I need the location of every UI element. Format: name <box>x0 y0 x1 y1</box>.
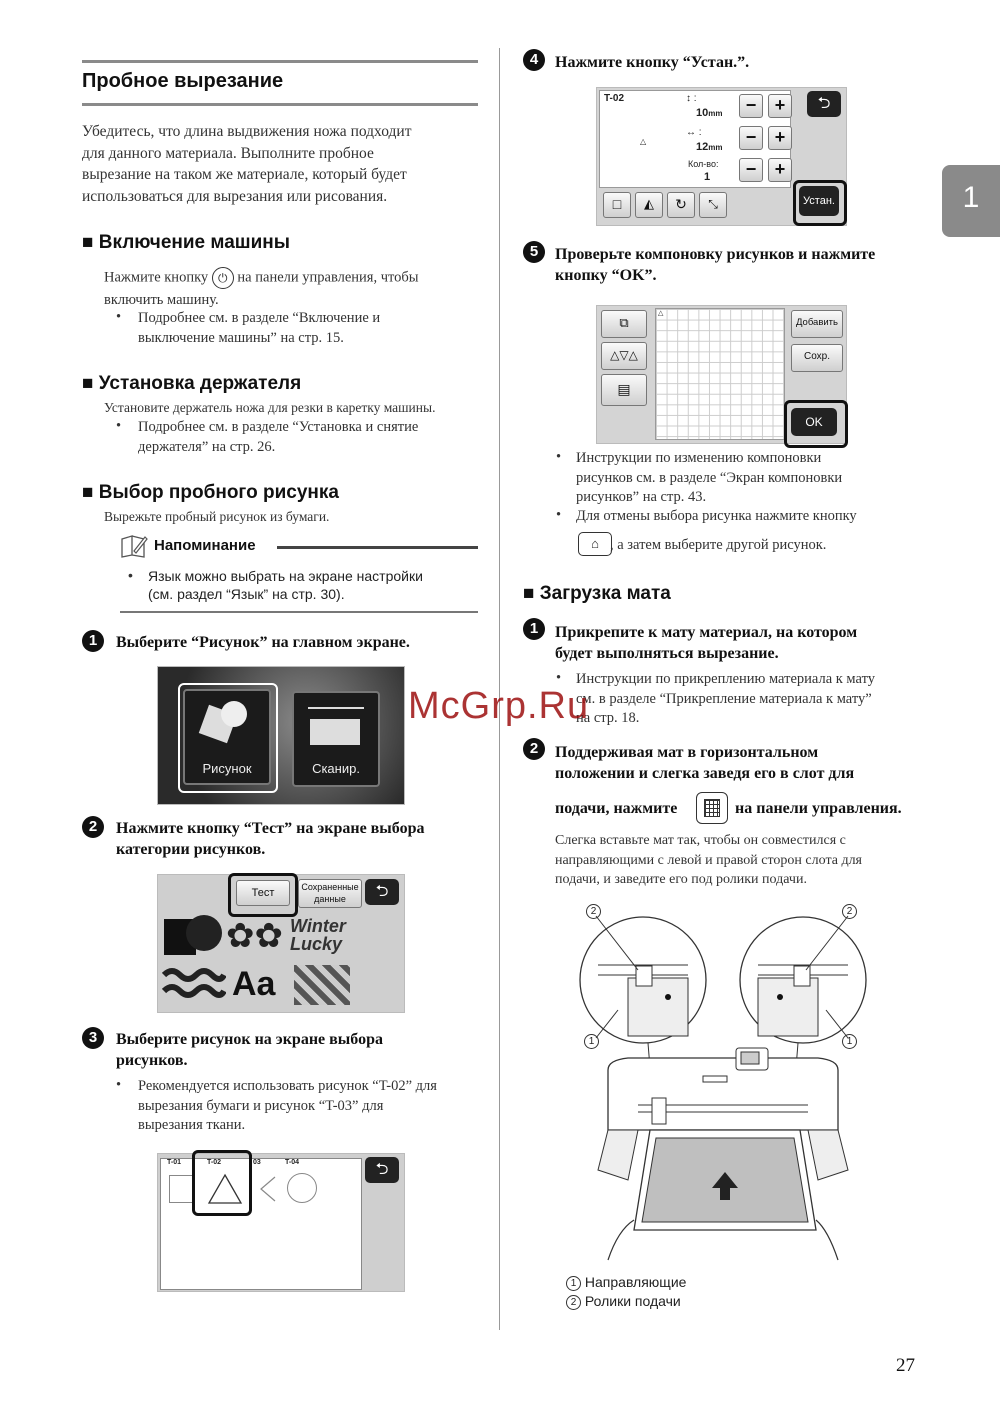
minus-icon[interactable]: − <box>739 94 763 118</box>
intro-line: использоваться для вырезания или рисования. <box>82 187 388 205</box>
step2-text <box>116 818 424 860</box>
mat-step2-text <box>555 742 854 784</box>
art-aa: Aa <box>232 965 276 1003</box>
memo-rule <box>277 546 478 549</box>
chapter-tab: 1 <box>942 165 1000 237</box>
layout-screen <box>596 305 847 444</box>
triangle-icon: △ <box>658 310 664 317</box>
bullet-line: вырезания ткани. <box>138 1117 246 1133</box>
pattern-button[interactable] <box>183 689 271 785</box>
bullet-dot: • <box>116 418 122 434</box>
pattern-label-t02: T-02 <box>207 1159 222 1166</box>
power-text-line2: включить машину. <box>104 292 219 308</box>
power-bullet <box>138 309 380 348</box>
mat-step1-bullet <box>576 670 875 729</box>
bullet-dot: • <box>116 1077 122 1093</box>
power-text <box>104 267 484 311</box>
art-quilt <box>294 965 350 1005</box>
step-line: положении и слегка заведя его в слот для <box>555 765 855 782</box>
saved-data-button[interactable] <box>298 879 362 908</box>
bullet-line: Рекомендуется использовать рисунок “T-02” для <box>138 1078 437 1094</box>
intro-line: Убедитесь, что длина выдвижения ножа подходит <box>82 123 412 140</box>
set-button[interactable]: Устан. <box>799 186 839 216</box>
legend-item <box>566 1273 686 1292</box>
watermark: McGrp.Ru <box>408 685 590 727</box>
mat-step1-text <box>555 622 857 664</box>
step5-bullet2-line1: Для отмены выбора рисунка нажмите кнопку <box>576 508 857 524</box>
ok-button[interactable]: OK <box>791 408 837 436</box>
save-button[interactable]: Сохр. <box>791 344 843 372</box>
pattern-label-t03: 03 <box>253 1159 261 1166</box>
plus-icon[interactable]: + <box>768 126 792 150</box>
print-icon[interactable]: ▤ <box>601 374 647 406</box>
t02-highlight <box>192 1150 252 1216</box>
art-circle <box>186 915 222 951</box>
step-line: Выберите рисунок на экране выбора <box>116 1031 383 1048</box>
plus-icon[interactable]: + <box>768 94 792 118</box>
legend-mark: 1 <box>566 1276 581 1291</box>
art-flower: ✿✿ <box>226 918 283 955</box>
memo-icon <box>120 533 148 559</box>
step-line: кнопку “OK”. <box>555 267 657 284</box>
scan-icon <box>310 719 360 745</box>
minus-icon[interactable]: − <box>739 126 763 150</box>
step3-text <box>116 1029 383 1071</box>
bullet-dot: • <box>556 507 562 523</box>
saved-label: данные <box>314 894 346 904</box>
width-icon: ↔ : <box>686 127 702 138</box>
pattern-t04[interactable] <box>287 1173 317 1203</box>
power-text-a: Нажмите кнопку <box>104 269 209 286</box>
holder-text: Установите держатель ножа для резки в каретку машины. <box>104 400 436 415</box>
legend-item <box>566 1292 686 1311</box>
bullet-line: Инструкции по изменению компоновки <box>576 450 822 466</box>
height-icon: ↕ : <box>686 93 697 104</box>
bullet-line: рисунков см. в разделе “Экран компоновки <box>576 469 843 486</box>
pattern-label-t04: T-04 <box>285 1159 300 1166</box>
home-screen <box>157 666 405 805</box>
back-icon[interactable]: ⮌ <box>807 91 841 117</box>
section-heading-mat: ■ Загрузка мата <box>523 583 671 604</box>
memo-bullet <box>148 567 423 603</box>
qty-value: 1 <box>704 171 711 183</box>
section-heading-holder: ■ Установка держателя <box>82 373 302 394</box>
back-icon[interactable]: ⮌ <box>365 1157 399 1183</box>
art-winter: Winter <box>290 916 346 936</box>
step5-bullet1 <box>576 449 842 508</box>
width-num: 12 <box>696 141 709 153</box>
pattern-label-t01: T-01 <box>167 1159 182 1166</box>
bullet-line: см. в разделе “Прикрепление материала к мату” <box>576 690 872 707</box>
width-value <box>696 141 722 153</box>
height-value <box>696 107 722 119</box>
step-line: рисунков. <box>116 1052 188 1069</box>
holder-bullet <box>138 418 418 457</box>
body-line: Слегка вставьте мат так, чтобы он совместился с <box>555 833 846 848</box>
intro-line: вырезание на таком же материале, который будет <box>82 166 407 183</box>
art-waves <box>162 967 226 1007</box>
step-line: Прикрепите к мату материал, на котором <box>555 624 858 641</box>
step1-text: Выберите “Рисунок” на главном экране. <box>116 634 410 651</box>
bullet-line: Инструкции по прикреплению материала к мату <box>576 671 875 687</box>
pattern-list <box>160 1158 362 1290</box>
step5-text <box>555 244 875 286</box>
layout-grid[interactable] <box>655 308 785 440</box>
callout-1-left: 1 <box>584 1034 599 1049</box>
title-rule-bottom <box>82 103 478 106</box>
callout-2-left: 2 <box>586 904 601 919</box>
step3-bullet <box>138 1077 437 1136</box>
mirror-icon[interactable]: ◭ <box>635 192 663 218</box>
bullet-line: выключение машины” на стр. 15. <box>138 329 344 346</box>
legend-text: Направляющие <box>584 1274 687 1290</box>
body-line: направляющими с левой и правой сторон слота для <box>555 852 862 868</box>
step-line: будет выполняться вырезание. <box>555 645 779 662</box>
pattern-t03[interactable] <box>257 1175 277 1203</box>
step4-text: Нажмите кнопку “Устан.”. <box>555 54 750 71</box>
title-rule-top <box>82 60 478 63</box>
bullet-line: Подробнее см. в разделе “Установка и снятие <box>138 419 419 435</box>
memo-bottom-rule <box>120 611 478 613</box>
bullet-line: на стр. 18. <box>576 710 640 726</box>
step-number: 5 <box>523 241 545 263</box>
bullet-line: держателя” на стр. 26. <box>138 438 276 455</box>
legend-text: Ролики подачи <box>584 1293 681 1309</box>
memo-title: Напоминание <box>154 537 256 554</box>
bullet-line: рисунков” на стр. 43. <box>576 489 707 505</box>
step-line: Поддерживая мат в горизонтальном <box>555 744 819 761</box>
section-heading-power: ■ Включение машины <box>82 232 290 253</box>
step-line: Нажмите кнопку “Тест” на экране выбора <box>116 820 425 837</box>
frame-icon[interactable]: □ <box>603 192 631 218</box>
callout-2-right: 2 <box>842 904 857 919</box>
step-line: категории рисунков. <box>116 841 266 858</box>
mat-step2-text3a: подачи, нажмите <box>555 800 678 817</box>
circle-icon <box>221 701 247 727</box>
back-icon[interactable]: ⮌ <box>365 879 399 905</box>
minus-icon[interactable]: − <box>739 158 763 182</box>
section-heading-test: ■ Выбор пробного рисунка <box>82 482 339 503</box>
step-number: 1 <box>523 618 545 640</box>
body-line: подачи, и заведите его под ролики подачи. <box>555 872 807 887</box>
rotate-icon[interactable]: ↻ <box>667 192 695 218</box>
mat-step2-text3b: на панели управления. <box>735 800 902 817</box>
unit-label: mm <box>708 109 723 118</box>
feed-icon-grid <box>704 799 720 817</box>
bullet-line: Подробнее см. в разделе “Включение и <box>138 310 381 326</box>
saved-label: Сохраненные <box>301 882 359 892</box>
feed-icon <box>696 792 728 824</box>
unit-label: mm <box>708 143 723 152</box>
bullet-line: Язык можно выбрать на экране настройки <box>148 568 423 584</box>
mat-loading-illustration <box>578 900 868 1268</box>
bullet-line: (см. раздел “Язык” на стр. 30). <box>148 586 345 602</box>
test-button[interactable]: Тест <box>236 880 290 906</box>
intro-paragraph <box>82 121 482 207</box>
legend <box>566 1273 686 1311</box>
legend-mark: 2 <box>566 1295 581 1310</box>
step5-bullet2-line2: , а затем выберите другой рисунок. <box>610 537 827 553</box>
page-number: 27 <box>896 1355 915 1376</box>
edit-icon[interactable]: ⧉ <box>601 310 647 338</box>
step-number: 1 <box>82 630 104 652</box>
resize-icon[interactable]: ⤡ <box>699 192 727 218</box>
step-number: 4 <box>523 49 545 71</box>
bullet-dot: • <box>116 309 122 325</box>
pattern-id: T-02 <box>604 93 625 104</box>
bullet-line: вырезания бумаги и рисунок “T-03” для <box>138 1097 384 1114</box>
mat-step2-body <box>555 831 862 890</box>
plus-icon[interactable]: + <box>768 158 792 182</box>
step-number: 2 <box>523 738 545 760</box>
power-icon: ⏻ <box>212 267 234 289</box>
triangle-preview-icon: △ <box>640 137 647 146</box>
page-title: Пробное вырезание <box>82 70 284 92</box>
test-text: Вырежьте пробный рисунок из бумаги. <box>104 509 330 524</box>
step-number: 3 <box>82 1027 104 1049</box>
align-icon[interactable]: △▽△ <box>601 342 647 370</box>
bullet-dot: • <box>556 449 562 465</box>
scan-label: Сканир. <box>312 761 360 776</box>
callout-1-right: 1 <box>842 1034 857 1049</box>
category-screen <box>157 874 405 1013</box>
art-lucky: Lucky <box>290 934 343 954</box>
add-button[interactable]: Добавить <box>791 310 843 338</box>
step-line: Проверьте компоновку рисунков и нажмите <box>555 246 876 263</box>
size-screen <box>596 87 847 226</box>
power-text-b: на панели управления, чтобы <box>237 269 419 286</box>
bullet-dot: • <box>556 670 562 686</box>
qty-label: Кол-во: <box>688 159 719 169</box>
pattern-select-screen <box>157 1153 405 1292</box>
step-number: 2 <box>82 816 104 838</box>
pattern-label: Рисунок <box>202 761 252 776</box>
scan-button[interactable] <box>292 691 380 787</box>
intro-line: для данного материала. Выполните пробное <box>82 144 374 162</box>
scan-line <box>308 707 364 709</box>
bullet-dot: • <box>128 567 133 583</box>
home-icon: ⌂ <box>578 532 612 556</box>
height-num: 10 <box>696 107 709 119</box>
